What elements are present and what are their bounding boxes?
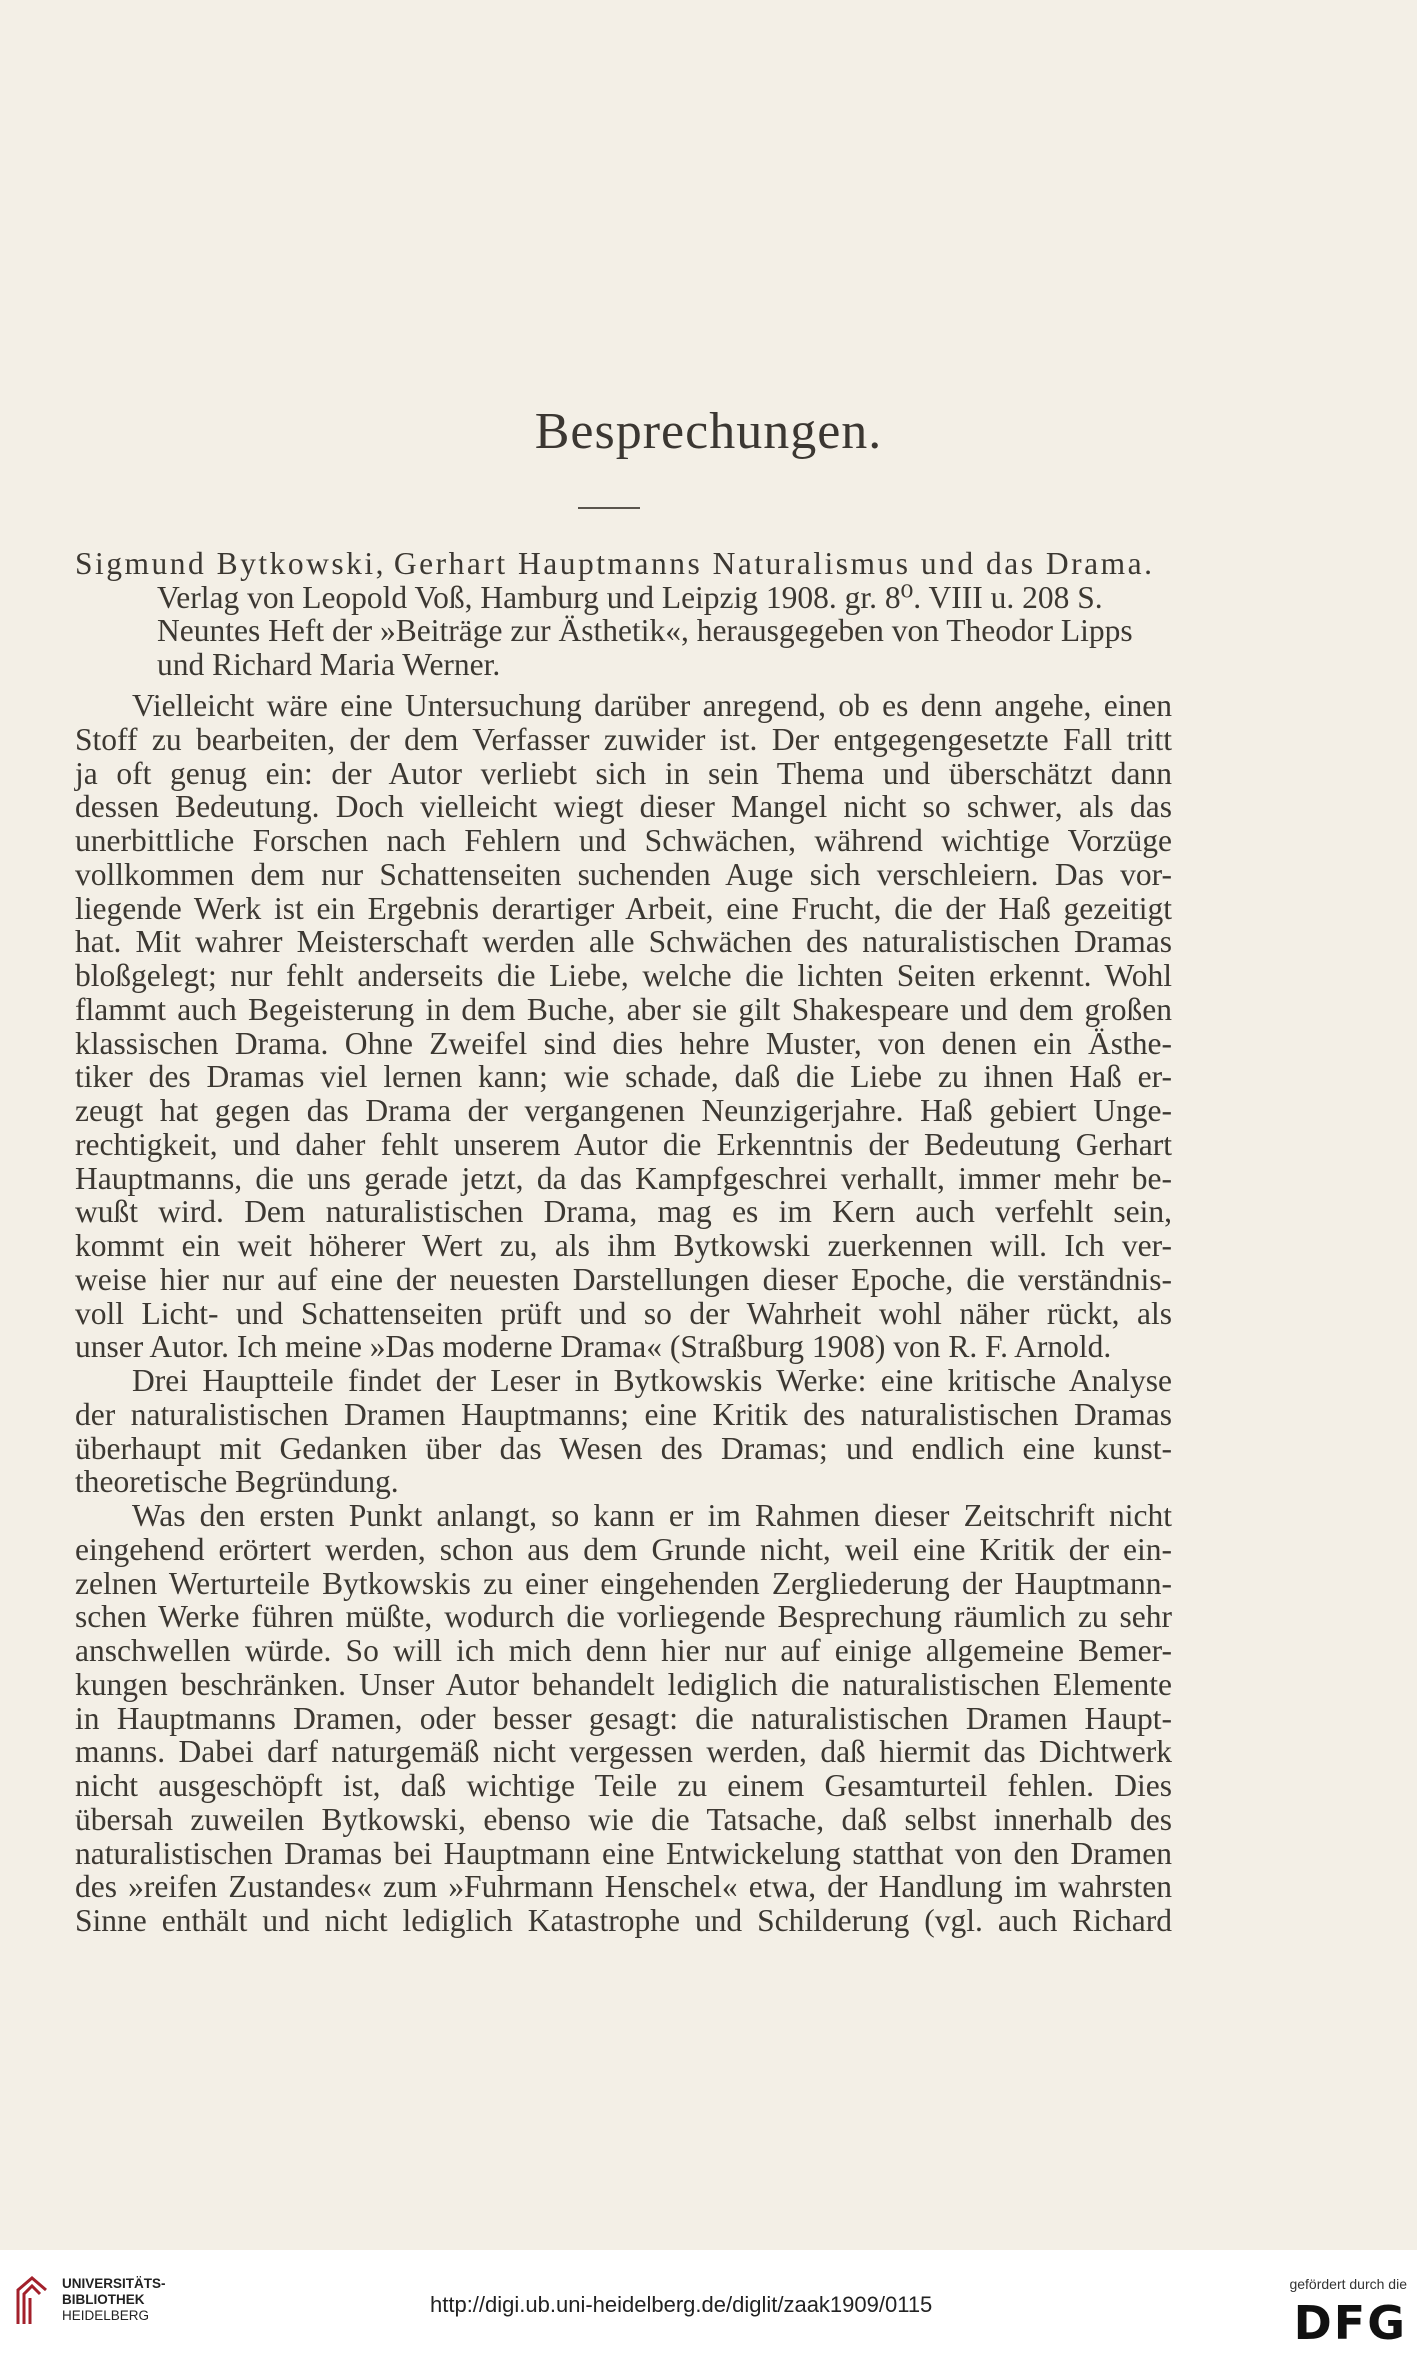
footer-bar [0,2250,1417,2357]
bibliographic-entry [75,547,1172,681]
body-line: klassischen Drama. Ohne Zweifel sind dies hehre Muster, von denen ein Ästhe- [75,1025,1172,1061]
biblio-line: Neuntes Heft der »Beiträge zur Ästhetik«, herausgegeben von Theodor Lipps [157,613,1133,648]
dfg-logo: DFG [1293,2296,1407,2350]
body-line: zelnen Werturteile Bytkowskis zu einer eingehenden Zergliederung der Hauptmann- [75,1565,1172,1601]
heading-rule [578,507,640,509]
body-line: tiker des Dramas viel lernen kann; wie schade, daß die Liebe zu ihnen Haß er- [75,1059,1172,1095]
source-url-link[interactable]: http://digi.ub.uni-heidelberg.de/diglit/zaak1909/0115 [430,2292,933,2317]
body-line: unser Autor. Ich meine »Das moderne Drama« (Straßburg 1908) von R. F. Arnold. [75,1329,1112,1365]
body-line: naturalistischen Dramas bei Hauptmann eine Entwickelung statthat von den Dramen [75,1835,1172,1871]
library-name-line: HEIDELBERG [62,2308,150,2323]
biblio-title: Gerhart Hauptmanns Naturalismus und das Drama. [393,546,1155,581]
body-line: manns. Dabei darf naturgemäß nicht vergessen werden, daß hiermit das Dichtwerk [75,1734,1172,1770]
body-line: hat. Mit wahrer Meisterschaft werden alle Schwächen des naturalistischen Dramas [75,924,1172,960]
biblio-line: Verlag von Leopold Voß, Hamburg und Leipzig 1908. gr. 8⁰. VIII u. 208 S. [157,579,1103,615]
body-line: Was den ersten Punkt anlangt, so kann er im Rahmen dieser Zeitschrift nicht [132,1498,1172,1533]
body-line: der naturalistischen Dramen Hauptmanns; eine Kritik des naturalistischen Dramas [75,1396,1172,1432]
body-line: Sinne enthält und nicht lediglich Katastrophe und Schilderung (vgl. auch Richard [75,1903,1172,1938]
body-line: voll Licht- und Schattenseiten prüft und so der Wahrheit wohl näher rückt, als [75,1295,1172,1331]
biblio-author: Sigmund Bytkowski, [75,546,387,581]
body-line: dessen Bedeutung. Doch vielleicht wiegt dieser Mangel nicht so schwer, als das [75,789,1172,825]
body-line: kommt ein weit höherer Wert zu, als ihm Bytkowski zuerkennen will. Ich ver- [75,1228,1172,1263]
body-line: Vielleicht wäre eine Untersuchung darüber anregend, ob es denn angehe, einen [132,688,1172,723]
funded-by-label: gefördert durch die [1289,2276,1407,2292]
body-line: Hauptmanns, die uns gerade jetzt, da das Kampfgeschrei verhallt, immer mehr be- [75,1160,1172,1196]
body-line: liegende Werk ist ein Ergebnis derartiger Arbeit, eine Frucht, die der Haß gezeitigt [75,890,1172,926]
body-line: wußt wird. Dem naturalistischen Drama, mag es im Kern auch verfehlt sein, [75,1194,1172,1230]
body-line: theoretische Begründung. [75,1464,399,1500]
library-logo-icon [12,2274,52,2330]
body-line: Stoff zu bearbeiten, der dem Verfasser zuwider ist. Der entgegengesetzte Fall tritt [75,721,1172,757]
body-line: nicht ausgeschöpft ist, daß wichtige Teile zu einem Gesamturteil fehlen. Dies [75,1768,1172,1803]
body-line: übersah zuweilen Bytkowski, ebenso wie die Tatsache, daß selbst innerhalb des [75,1801,1172,1837]
body-line: in Hauptmanns Dramen, oder besser gesagt: die naturalistischen Dramen Haupt- [75,1700,1172,1736]
body-line: eingehend erörtert werden, schon aus dem Grunde nicht, weil eine Kritik der ein- [75,1531,1172,1567]
biblio-line: und Richard Maria Werner. [157,646,501,682]
review-body [75,689,1172,1938]
body-line: flammt auch Begeisterung in dem Buche, aber sie gilt Shakespeare und dem großen [75,991,1172,1027]
body-line: ja oft genug ein: der Autor verliebt sich in sein Thema und überschätzt dann [75,755,1172,791]
library-name-line: BIBLIOTHEK [62,2292,145,2307]
body-line: des »reifen Zustandes« zum »Fuhrmann Henschel« etwa, der Handlung im wahrsten [75,1869,1172,1905]
body-line: bloßgelegt; nur fehlt anderseits die Liebe, welche die lichten Seiten erkennt. Wohl [75,958,1172,993]
body-line: kungen beschränken. Unser Autor behandelt lediglich die naturalistischen Elemente [75,1666,1172,1702]
body-line: rechtigkeit, und daher fehlt unserem Autor die Erkenntnis der Bedeutung Gerhart [75,1126,1172,1162]
body-line: vollkommen dem nur Schattenseiten suchenden Auge sich verschleiern. Das vor- [75,856,1172,892]
body-line: schen Werke führen müßte, wodurch die vorliegende Besprechung räumlich zu sehr [75,1599,1172,1635]
body-line: weise hier nur auf eine der neuesten Darstellungen dieser Epoche, die verständnis- [75,1261,1172,1297]
body-line: anschwellen würde. So will ich mich denn hier nur auf einige allgemeine Bemer- [75,1633,1172,1668]
library-name [62,2276,166,2324]
body-line: unerbittliche Forschen nach Fehlern und Schwächen, während wichtige Vorzüge [75,823,1172,858]
body-line: Drei Hauptteile findet der Leser in Bytkowskis Werke: eine kritische Analyse [132,1363,1172,1398]
body-line: überhaupt mit Gedanken über das Wesen des Dramas; und endlich eine kunst- [75,1430,1172,1466]
body-line: zeugt hat gegen das Drama der vergangenen Neunzigerjahre. Haß gebiert Unge- [75,1093,1172,1128]
page-heading: Besprechungen. [534,403,883,460]
library-name-line: UNIVERSITÄTS- [62,2276,166,2291]
